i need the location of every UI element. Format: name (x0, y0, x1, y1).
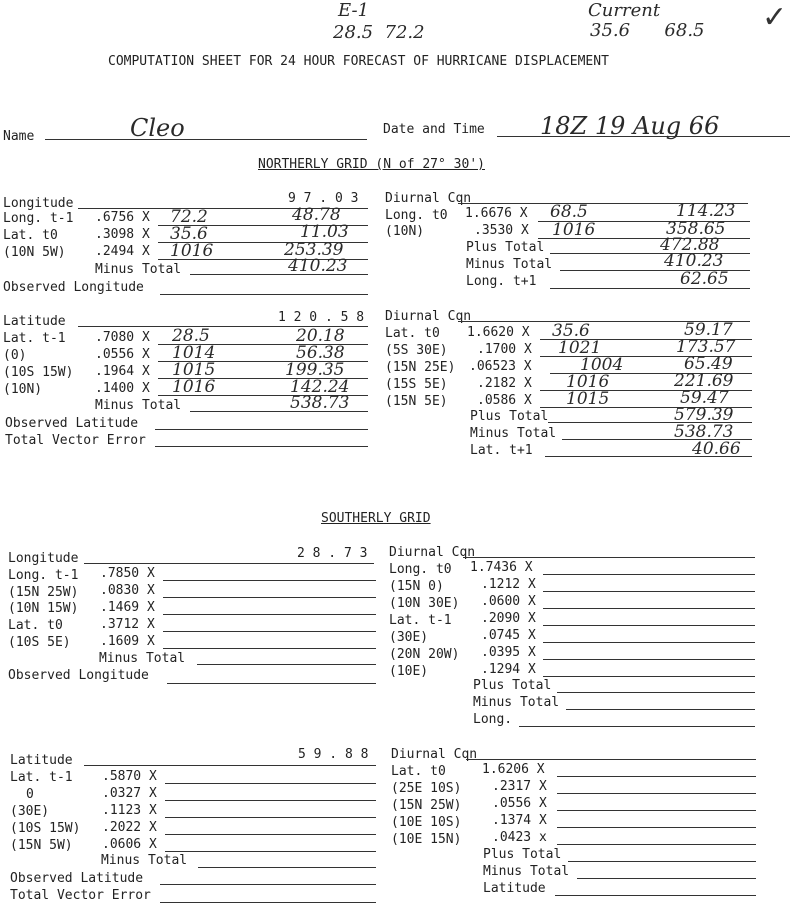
south-lat-minus-label: Minus Total (101, 853, 188, 868)
northerly-grid-heading: NORTHERLY GRID (N of 27° 30') (258, 157, 485, 172)
south-lat-row-label: Lat. t-1 (10, 770, 73, 785)
south-lon-row-line[interactable] (163, 580, 376, 581)
north-lat-diurnal-row-result: 221.69 (674, 371, 734, 391)
north-lon-row-result: 253.39 (284, 240, 344, 260)
north-lon-diurnal-row-result: 114.23 (676, 201, 736, 221)
north-lon-diurnal-minus-value: 410.23 (664, 251, 724, 271)
north-lat-diurnal-row-label: (15N 5E) (385, 394, 448, 409)
rule (84, 563, 374, 564)
south-lon-diurnal-row-label: (30E) (389, 630, 429, 645)
north-lon-diurnal-row-result: 358.65 (666, 219, 726, 239)
south-lon-diurnal-row-label: Long. t0 (389, 562, 452, 577)
north-lat-diurnal-row-coef: .2182 X (477, 376, 532, 391)
south-lat-diurnal-row-coef: .2317 X (492, 779, 547, 794)
north-lon-diurnal-label: Diurnal Cqn (385, 191, 472, 206)
north-lat-diurnal-row-input: 1016 (566, 372, 610, 392)
south-lat-diurnal-row-label: (10E 15N) (391, 832, 462, 847)
south-lon-diurnal-row-line[interactable] (543, 642, 755, 643)
north-lat-diurnal-row-result: 59.17 (684, 320, 733, 340)
south-lat-row-line[interactable] (165, 800, 376, 801)
south-observed-lat-line[interactable] (160, 884, 376, 885)
north-lat-constant: 1 2 0 . 5 8 (278, 310, 365, 325)
south-lon-row-coef: .0830 X (100, 583, 155, 598)
south-lat-row-coef: .2022 X (102, 820, 157, 835)
south-lat-label: Latitude (10, 753, 73, 768)
south-lon-diurnal-row-coef: .2090 X (481, 611, 536, 626)
north-lat-diurnal-label: Diurnal Cqn (385, 309, 472, 324)
north-lat-plus-value: 579.39 (674, 405, 734, 425)
rule (190, 411, 368, 412)
north-lon-row-label: Long. t-1 (3, 211, 74, 226)
south-lon-diurnal-row-line[interactable] (543, 676, 755, 677)
handwritten-values-e1: 28.5 72.2 (333, 22, 425, 43)
north-lon-row-result: 48.78 (292, 205, 341, 225)
south-lon-minus-label: Minus Total (99, 651, 186, 666)
north-lon-row-coef: .3098 X (95, 227, 150, 242)
south-lon-diurnal-row-label: (20N 20W) (389, 647, 460, 662)
south-lat-row-label: (15N 5W) (10, 838, 73, 853)
check-mark-icon: ✓ (762, 0, 788, 35)
rule (550, 288, 750, 289)
south-lon-row-line[interactable] (163, 648, 376, 649)
north-lat-label: Latitude (3, 314, 66, 329)
south-observed-lon-label: Observed Longitude (8, 668, 149, 683)
rule (463, 557, 755, 558)
south-lon-diurnal-minus-line[interactable] (566, 709, 755, 710)
south-observed-lat-label: Observed Latitude (10, 871, 144, 886)
south-vector-error-label: Total Vector Error (10, 888, 151, 903)
south-lon-diurnal-row-label: (15N 0) (389, 579, 444, 594)
south-lon-row-label: (15N 25W) (8, 585, 79, 600)
north-lat-t1-label: Lat. t+1 (470, 443, 533, 458)
north-lat-diurnal-row-input: 1015 (566, 389, 610, 409)
north-lon-constant: 9 7 . 0 3 (288, 191, 359, 206)
south-lat-constant: 5 9 . 8 8 (298, 747, 369, 762)
north-lat-diurnal-row-label: (5S 30E) (385, 343, 448, 358)
south-lon-row-coef: .7850 X (100, 566, 155, 581)
rule (545, 456, 752, 457)
north-lat-row-result: 142.24 (290, 377, 350, 397)
north-lon-plus-label: Plus Total (466, 240, 545, 255)
north-lat-row-input: 1016 (172, 377, 216, 397)
south-long-line[interactable] (519, 726, 755, 727)
south-lon-diurnal-row-line[interactable] (543, 625, 755, 626)
southerly-grid-heading: SOUTHERLY GRID (321, 511, 431, 526)
north-lat-diurnal-row-result: 65.49 (684, 354, 733, 374)
south-lon-diurnal-row-coef: .0395 X (481, 645, 536, 660)
north-lat-row-result: 20.18 (296, 326, 345, 346)
south-lat-diurnal-row-label: (25E 10S) (391, 781, 462, 796)
north-lat-diurnal-row-coef: .0586 X (477, 393, 532, 408)
south-lon-row-label: (10N 15W) (8, 601, 79, 616)
south-lon-diurnal-row-coef: .1294 X (481, 662, 536, 677)
north-lat-minus-value: 538.73 (290, 393, 350, 413)
name-line (45, 139, 367, 140)
south-lon-row-label: Lat. t0 (8, 618, 63, 633)
south-lat-plus-line[interactable] (568, 861, 756, 862)
north-lat-row-label: Lat. t-1 (3, 331, 66, 346)
south-lon-plus-label: Plus Total (473, 678, 552, 693)
south-lat-diurnal-row-line[interactable] (557, 844, 756, 845)
north-lat-row-label: (10N) (3, 382, 43, 397)
north-lon-diurnal-row-label: (10N) (385, 224, 425, 239)
south-lat-row-coef: .0606 X (102, 837, 157, 852)
north-lat-diurnal-row-input: 35.6 (552, 321, 590, 341)
north-lon-minus-label: Minus Total (95, 262, 182, 277)
north-long-t1-value: 62.65 (680, 269, 729, 289)
north-lat-diurnal-row-result: 59.47 (680, 388, 729, 408)
south-lon-row-coef: .1609 X (100, 634, 155, 649)
north-lat-row-input: 28.5 (172, 326, 210, 346)
south-lat-diurnal-minus-label: Minus Total (483, 864, 570, 879)
north-lat-diurnal-row-label: Lat. t0 (385, 326, 440, 341)
north-lon-plus-value: 472.88 (660, 235, 720, 255)
south-latitude-line[interactable] (555, 895, 756, 896)
south-lat-diurnal-minus-line[interactable] (577, 878, 756, 879)
south-lat-diurnal-row-coef: 1.6206 X (482, 762, 545, 777)
datetime-value: 18Z 19 Aug 66 (540, 112, 720, 140)
south-lat-row-label: 0 (26, 787, 34, 802)
south-latitude-label: Latitude (483, 881, 546, 896)
south-lon-diurnal-row-label: (10E) (389, 664, 429, 679)
south-lon-diurnal-row-line[interactable] (543, 591, 755, 592)
south-lat-diurnal-row-label: (15N 25W) (391, 798, 462, 813)
south-lat-row-coef: .0327 X (102, 786, 157, 801)
south-lat-diurnal-row-label: Lat. t0 (391, 764, 446, 779)
handwritten-values-current: 35.6 68.5 (590, 20, 705, 41)
rule (84, 765, 376, 766)
north-lat-row-result: 56.38 (296, 343, 345, 363)
south-lon-diurnal-row-line[interactable] (543, 574, 755, 575)
north-lat-row-input: 1014 (172, 343, 216, 363)
north-lon-row-input: 35.6 (170, 224, 208, 244)
south-lon-constant: 2 8 . 7 3 (297, 546, 368, 561)
north-lon-label: Longitude (3, 196, 74, 211)
south-lat-diurnal-row-line[interactable] (557, 810, 756, 811)
north-observed-lat-label: Observed Latitude (5, 416, 139, 431)
south-lat-row-line[interactable] (165, 834, 376, 835)
north-lon-diurnal-row-input: 68.5 (550, 202, 588, 222)
north-lon-row-label: (10N 5W) (3, 245, 66, 260)
north-lat-minus-label: Minus Total (95, 398, 182, 413)
north-lat-diurnal-row-coef: 1.6620 X (467, 325, 530, 340)
north-lon-diurnal-row-input: 1016 (552, 220, 596, 240)
north-long-t1-label: Long. t+1 (466, 274, 537, 289)
south-lat-plus-label: Plus Total (483, 847, 562, 862)
north-vector-error-label: Total Vector Error (5, 433, 146, 448)
north-lon-row-result: 11.03 (300, 222, 349, 242)
north-lat-row-coef: .1400 X (95, 381, 150, 396)
north-lat-diurnal-row-label: (15S 5E) (385, 377, 448, 392)
north-lat-diurnal-minus-label: Minus Total (470, 426, 557, 441)
south-lat-diurnal-row-line[interactable] (557, 776, 756, 777)
south-lat-row-line[interactable] (165, 783, 376, 784)
south-lat-diurnal-label: Diurnal Cqn (391, 747, 478, 762)
south-lat-minus-line[interactable] (198, 867, 376, 868)
south-lon-plus-line[interactable] (557, 692, 755, 693)
south-vector-error-line[interactable] (160, 902, 376, 903)
south-lon-diurnal-label: Diurnal Cqn (389, 545, 476, 560)
north-lat-diurnal-row-result: 173.57 (676, 337, 736, 357)
name-label: Name (3, 129, 35, 144)
south-lon-diurnal-row-coef: .1212 X (481, 577, 536, 592)
north-observed-lon-label: Observed Longitude (3, 280, 144, 295)
north-lat-plus-label: Plus Total (470, 409, 549, 424)
south-lat-row-coef: .5870 X (102, 769, 157, 784)
rule (190, 274, 368, 275)
south-lon-label: Longitude (8, 551, 79, 566)
south-lon-diurnal-row-line[interactable] (543, 608, 755, 609)
north-lat-diurnal-row-input: 1004 (580, 355, 624, 375)
south-lat-row-line[interactable] (165, 851, 376, 852)
south-lon-row-coef: .1469 X (100, 600, 155, 615)
north-lon-diurnal-minus-label: Minus Total (466, 257, 553, 272)
south-lon-diurnal-row-label: (10N 30E) (389, 596, 460, 611)
south-lon-minus-line[interactable] (197, 664, 376, 665)
north-lat-diurnal-minus-value: 538.73 (674, 422, 734, 442)
handwritten-label-current: Current (588, 0, 661, 21)
rule (466, 759, 756, 760)
south-lat-row-line[interactable] (165, 817, 376, 818)
north-lon-minus-value: 410.23 (288, 256, 348, 276)
south-lon-row-coef: .3712 X (100, 617, 155, 632)
north-lat-diurnal-row-coef: .06523 X (469, 359, 532, 374)
north-lon-row-coef: .6756 X (95, 210, 150, 225)
south-lat-row-label: (10S 15W) (10, 821, 81, 836)
north-lat-diurnal-row-label: (15N 25E) (385, 360, 456, 375)
page-title: COMPUTATION SHEET FOR 24 HOUR FORECAST OF HURRICANE DISPLACEMENT (108, 54, 609, 69)
south-lon-diurnal-row-coef: .0600 X (481, 594, 536, 609)
north-lon-diurnal-row-coef: 1.6676 X (465, 206, 528, 221)
south-lat-diurnal-row-coef: .0556 X (492, 796, 547, 811)
north-lat-row-input: 1015 (172, 360, 216, 380)
north-lon-row-label: Lat. t0 (3, 228, 58, 243)
south-lat-row-coef: .1123 X (102, 803, 157, 818)
south-lat-row-label: (30E) (10, 804, 50, 819)
north-lon-diurnal-row-label: Long. t0 (385, 208, 448, 223)
south-lat-diurnal-row-label: (10E 10S) (391, 815, 462, 830)
north-lat-row-coef: .0556 X (95, 347, 150, 362)
north-lat-diurnal-row-input: 1021 (558, 338, 602, 358)
north-observed-lat-line[interactable] (155, 429, 368, 430)
south-lon-diurnal-row-coef: 1.7436 X (470, 560, 533, 575)
south-lat-diurnal-row-coef: .0423 x (492, 830, 547, 845)
north-lat-row-result: 199.35 (285, 360, 345, 380)
datetime-label: Date and Time (383, 122, 485, 137)
north-lat-row-coef: .1964 X (95, 364, 150, 379)
south-observed-lon-line[interactable] (167, 683, 376, 684)
south-lon-diurnal-row-coef: .0745 X (481, 628, 536, 643)
north-lon-row-coef: .2494 X (95, 244, 150, 259)
south-lat-diurnal-row-line[interactable] (557, 827, 756, 828)
north-lon-row-input: 1016 (170, 241, 214, 261)
south-lon-row-line[interactable] (163, 614, 376, 615)
name-value: Cleo (130, 114, 185, 142)
south-lon-row-label: (10S 5E) (8, 635, 71, 650)
south-lon-row-line[interactable] (163, 597, 376, 598)
south-lat-diurnal-row-coef: .1374 X (492, 813, 547, 828)
north-observed-lon-line[interactable] (160, 294, 368, 295)
south-lon-diurnal-row-label: Lat. t-1 (389, 613, 452, 628)
south-lon-row-label: Long. t-1 (8, 568, 79, 583)
north-lat-row-coef: .7080 X (95, 330, 150, 345)
north-lon-row-input: 72.2 (170, 207, 208, 227)
south-lon-diurnal-row-line[interactable] (543, 659, 755, 660)
north-vector-error-line[interactable] (155, 446, 368, 447)
north-lat-diurnal-row-coef: .1700 X (477, 342, 532, 357)
north-lat-t1-value: 40.66 (692, 439, 741, 459)
north-lat-row-label: (10S 15W) (3, 365, 74, 380)
south-lat-diurnal-row-line[interactable] (557, 793, 756, 794)
south-lon-diurnal-minus-label: Minus Total (473, 695, 560, 710)
south-long-label: Long. (473, 712, 513, 727)
handwritten-label-e1: E-1 (338, 0, 370, 21)
north-lon-diurnal-row-coef: .3530 X (474, 223, 529, 238)
south-lon-row-line[interactable] (163, 631, 376, 632)
north-lat-row-label: (0) (3, 348, 27, 363)
